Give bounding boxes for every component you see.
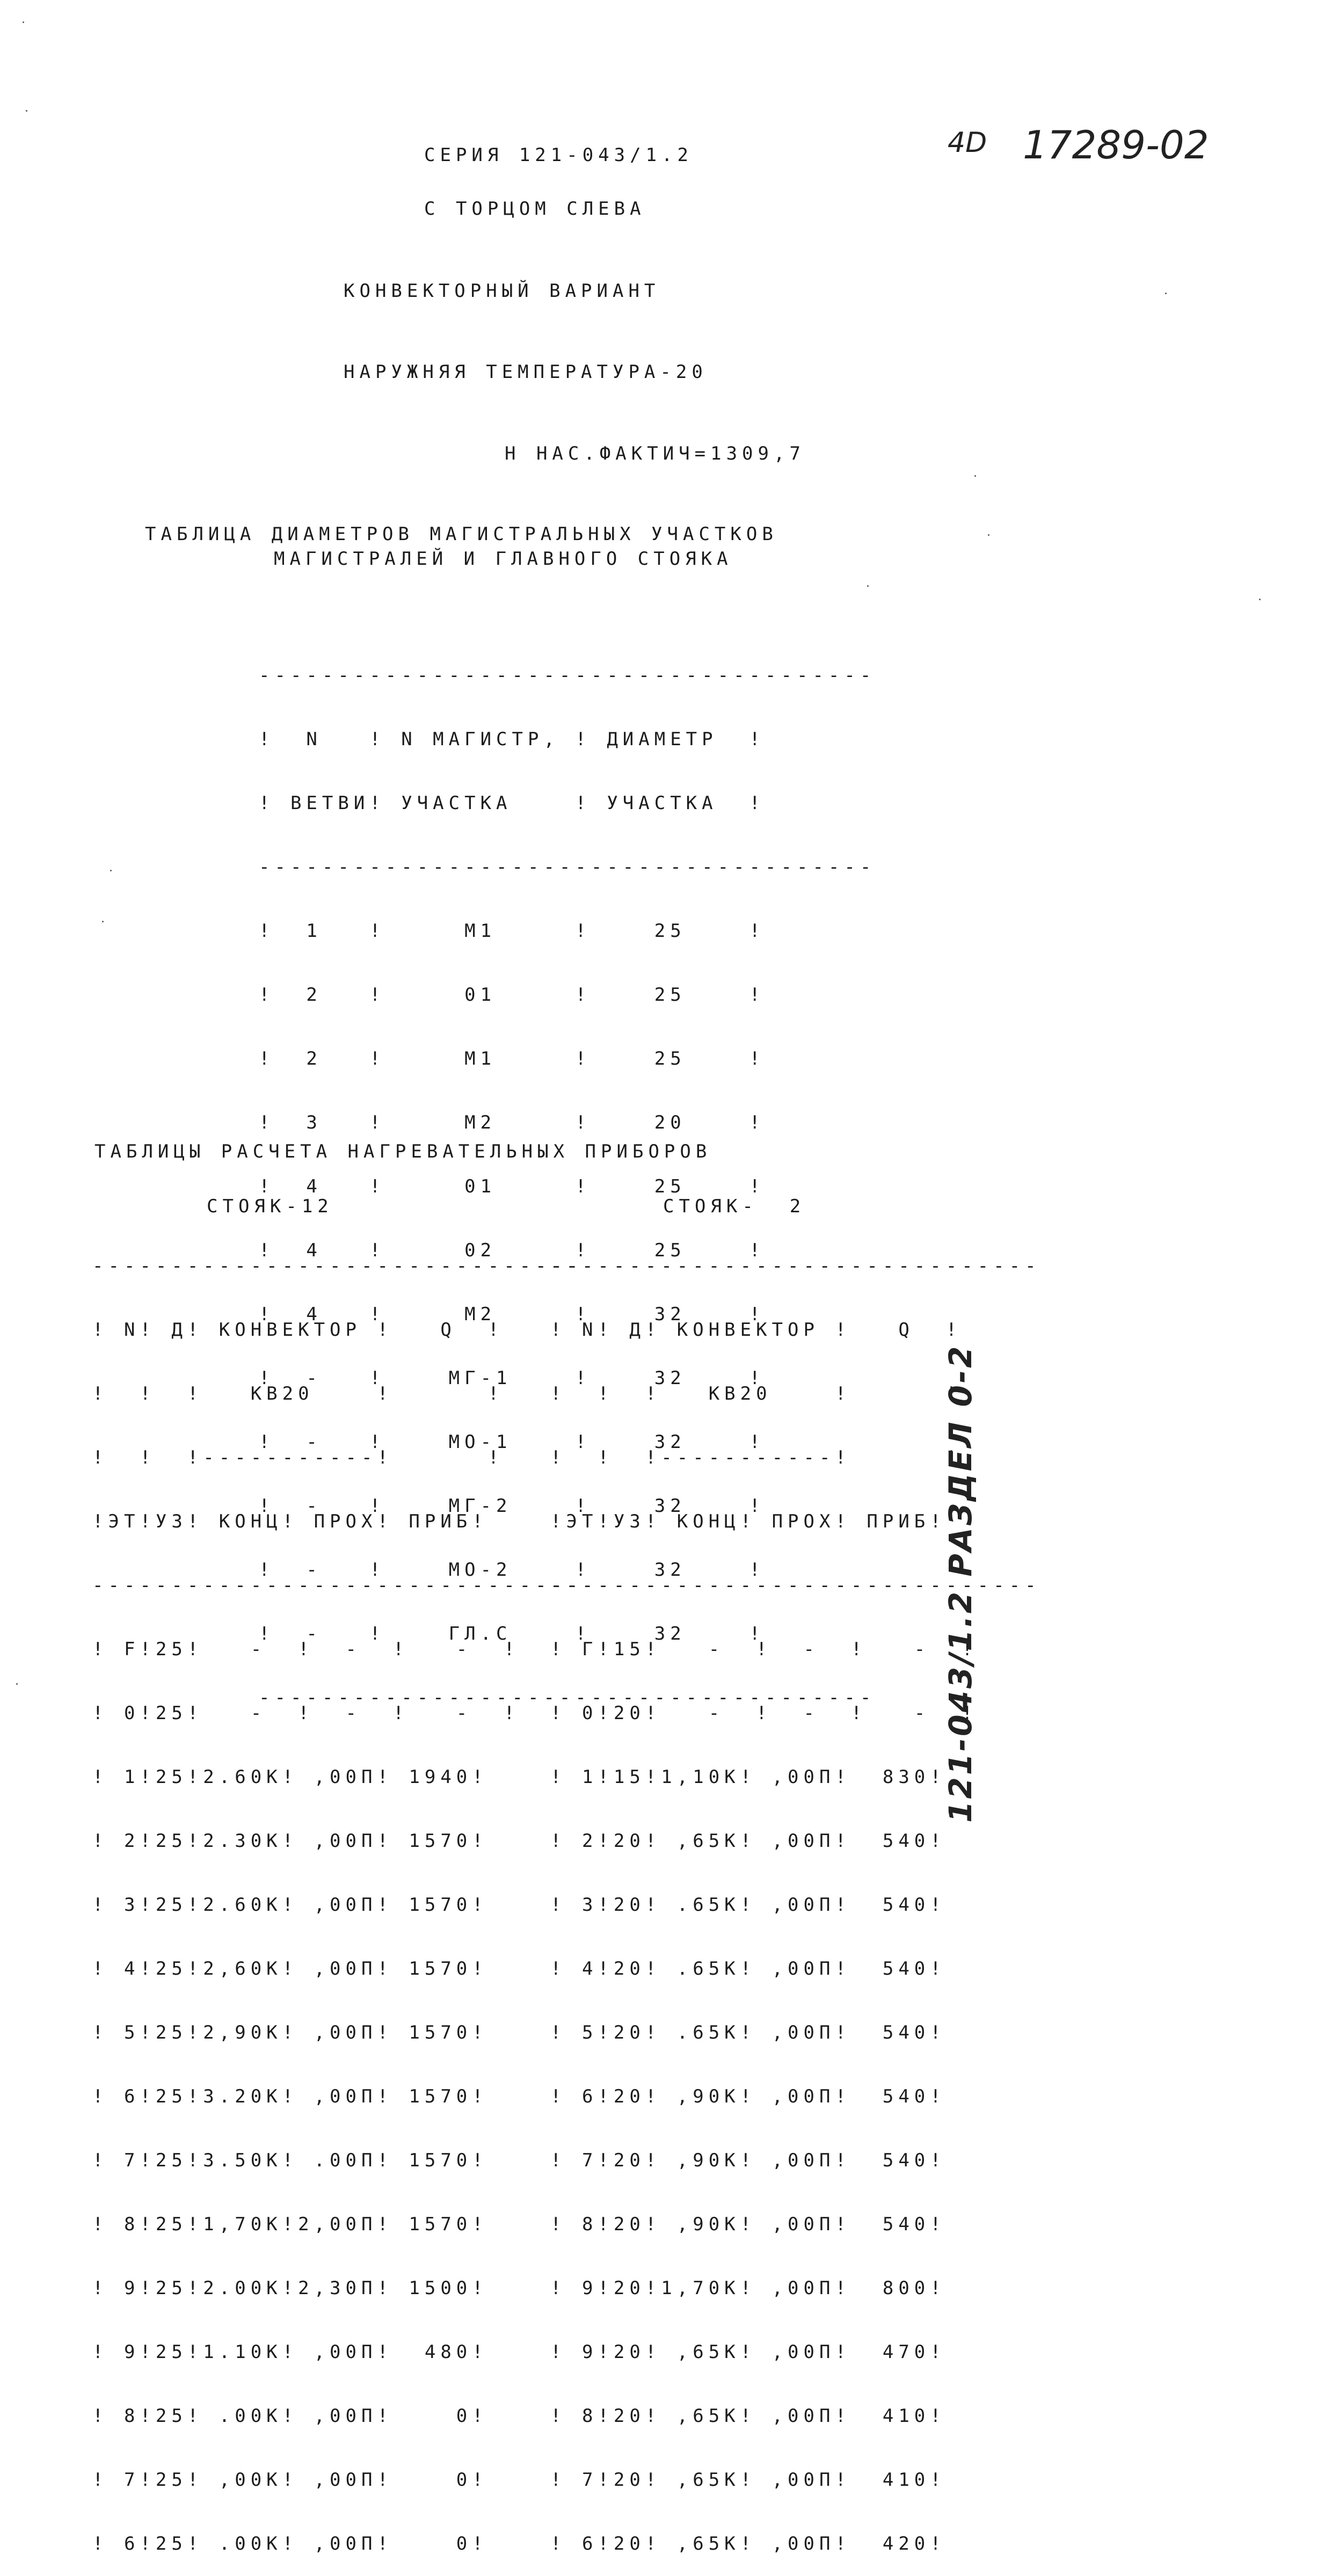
table-row: ! 4 ! 02 ! 25 ! xyxy=(259,1240,766,1261)
margin-note-vertical: 121-043/1.2 РАЗДЕЛ 0-2 xyxy=(942,1344,979,1823)
table-row: ! 0!25! - ! - ! - ! xyxy=(92,1702,520,1724)
table-row: ! - ! МГ-2 ! 32 ! xyxy=(259,1495,766,1517)
table-row: ! 4!25!2,60К! ,00П! 1570! xyxy=(92,1958,488,1980)
scan-speck xyxy=(23,21,24,23)
table-row: ! ! ! КВ20 ! ! xyxy=(550,1383,962,1405)
table-row: ! 8!25!1,70К!2,00П! 1570! xyxy=(92,2214,488,2235)
temperature-line: НАРУЖНЯЯ ТЕМПЕРАТУРА-20 xyxy=(344,361,708,383)
table-row: ! 7!20! ,90К! ,00П! 540! xyxy=(550,2150,946,2171)
table-row: !ЭТ!УЗ! КОНЦ! ПРОХ! ПРИБ! xyxy=(550,1511,946,1532)
table-row: ! 2!25!2.30К! ,00П! 1570! xyxy=(92,1830,488,1852)
table-row: ! 2 ! М1 ! 25 ! xyxy=(259,1048,766,1069)
table-row: ! 2 ! 01 ! 25 ! xyxy=(259,984,766,1006)
table-row: ! 9!20! ,65К! ,00П! 470! xyxy=(550,2341,946,2363)
table-row: ! - ! ГЛ.С ! 32 ! xyxy=(259,1623,766,1644)
end-side-line: С ТОРЦОМ СЛЕВА xyxy=(424,198,646,220)
document-code-prefix: 4D xyxy=(948,127,987,159)
table-row: ! Г!15! - ! - ! - ! xyxy=(550,1639,978,1660)
table-row: ! 9!25!1.10К! ,00П! 480! xyxy=(92,2341,488,2363)
table-row: ! F!25! - ! - ! - ! xyxy=(92,1639,520,1660)
table-row: ! 6!25!3.20К! ,00П! 1570! xyxy=(92,2086,488,2107)
table-row: --------------------------------------- xyxy=(259,1687,876,1708)
left-riser-title: СТОЯК-12 xyxy=(207,1196,333,1217)
right-riser-title: СТОЯК- 2 xyxy=(663,1196,806,1217)
table-row: ------------------------------- xyxy=(92,1255,583,1277)
table-row: ! 9!25!2.00К!2,30П! 1500! xyxy=(92,2277,488,2299)
diameter-table-title: ТАБЛИЦА ДИАМЕТРОВ МАГИСТРАЛЬНЫХ УЧАСТКОВ xyxy=(145,523,778,545)
scan-speck xyxy=(1165,293,1167,294)
table-row: ! 3 ! М2 ! 20 ! xyxy=(259,1112,766,1133)
table-row: ! - ! МГ-1 ! 32 ! xyxy=(259,1367,766,1389)
scan-speck xyxy=(974,475,976,477)
table-row: ! 6!20! ,65К! ,00П! 420! xyxy=(550,2533,946,2555)
table-row: ! 4 ! 01 ! 25 ! xyxy=(259,1176,766,1197)
scan-speck xyxy=(16,1683,18,1685)
table-row: ! ! !-----------! ! xyxy=(92,1447,504,1468)
table-row: ! 9!20!1,70К! ,00П! 800! xyxy=(550,2277,946,2299)
table-row: ! 2!20! ,65К! ,00П! 540! xyxy=(550,1830,946,1852)
table-row: ! 5!20! .65К! ,00П! 540! xyxy=(550,2022,946,2043)
table-row: --------------------------------------- xyxy=(259,856,876,878)
table-row: ! N! Д! КОНВЕКТОР ! Q ! xyxy=(92,1319,504,1341)
scan-speck xyxy=(867,585,869,587)
table-row: ! 6!25! .00К! ,00П! 0! xyxy=(92,2533,488,2555)
table-row: ! 1!15!1,10К! ,00П! 830! xyxy=(550,1766,946,1788)
table-row: ! N ! N МАГИСТР, ! ДИАМЕТР ! xyxy=(259,729,766,750)
table-row: ! 0!20! - ! - ! - ! xyxy=(550,1702,978,1724)
scan-speck xyxy=(988,534,989,536)
table-row: ------------------------------- xyxy=(550,1255,1041,1277)
table-row: ! ! !-----------! ! xyxy=(550,1447,962,1468)
table-row: ! 4!20! .65К! ,00П! 540! xyxy=(550,1958,946,1980)
table-row: ! - ! МО-1 ! 32 ! xyxy=(259,1431,766,1453)
table-row: ! 1 ! М1 ! 25 ! xyxy=(259,920,766,942)
variant-line: КОНВЕКТОРНЫЙ ВАРИАНТ xyxy=(344,280,660,302)
table-row: ! 8!20! ,65К! ,00П! 410! xyxy=(550,2405,946,2427)
table-row: ! 4 ! М2 ! 32 ! xyxy=(259,1304,766,1325)
diameter-table-subtitle: МАГИСТРАЛЕЙ И ГЛАВНОГО СТОЯКА xyxy=(274,548,733,570)
table-row: ! 7!20! ,65К! ,00П! 410! xyxy=(550,2469,946,2491)
table-row: ! 5!25!2,90К! ,00П! 1570! xyxy=(92,2022,488,2043)
table-row: ! ! ! КВ20 ! ! xyxy=(92,1383,504,1405)
table-row: ! - ! МО-2 ! 32 ! xyxy=(259,1559,766,1581)
scan-speck xyxy=(102,921,104,922)
table-row: ! 3!20! .65К! ,00П! 540! xyxy=(550,1894,946,1916)
document-code: 17289-02 xyxy=(1023,122,1209,168)
table-row: ! 3!25!2.60К! ,00П! 1570! xyxy=(92,1894,488,1916)
table-row: --------------------------------------- xyxy=(259,665,876,686)
table-row: ------------------------------- xyxy=(92,1575,583,1596)
scan-speck xyxy=(1259,599,1261,600)
table-row: ! 1!25!2.60К! ,00П! 1940! xyxy=(92,1766,488,1788)
left-riser-table xyxy=(92,1216,583,2576)
heater-tables-title: ТАБЛИЦЫ РАСЧЕТА НАГРЕВАТЕЛЬНЫХ ПРИБОРОВ xyxy=(94,1141,712,1162)
table-row: ! N! Д! КОНВЕКТОР ! Q ! xyxy=(550,1319,962,1341)
table-row: ------------------------------- xyxy=(550,1575,1041,1596)
table-row: ! 8!20! ,90К! ,00П! 540! xyxy=(550,2214,946,2235)
table-row: !ЭТ!УЗ! КОНЦ! ПРОХ! ПРИБ! xyxy=(92,1511,488,1532)
table-row: ! 7!25! ,00К! ,00П! 0! xyxy=(92,2469,488,2491)
pressure-line: Н НАС.ФАКТИЧ=1309,7 xyxy=(505,443,805,464)
table-row: ! 6!20! ,90К! ,00П! 540! xyxy=(550,2086,946,2107)
table-row: ! 8!25! .00К! ,00П! 0! xyxy=(92,2405,488,2427)
table-row: ! ВЕТВИ! УЧАСТКА ! УЧАСТКА ! xyxy=(259,792,766,814)
scan-speck xyxy=(26,110,27,112)
table-row: ! 7!25!3.50К! .00П! 1570! xyxy=(92,2150,488,2171)
scan-speck xyxy=(110,870,112,871)
series-line: СЕРИЯ 121-043/1.2 xyxy=(424,144,693,166)
